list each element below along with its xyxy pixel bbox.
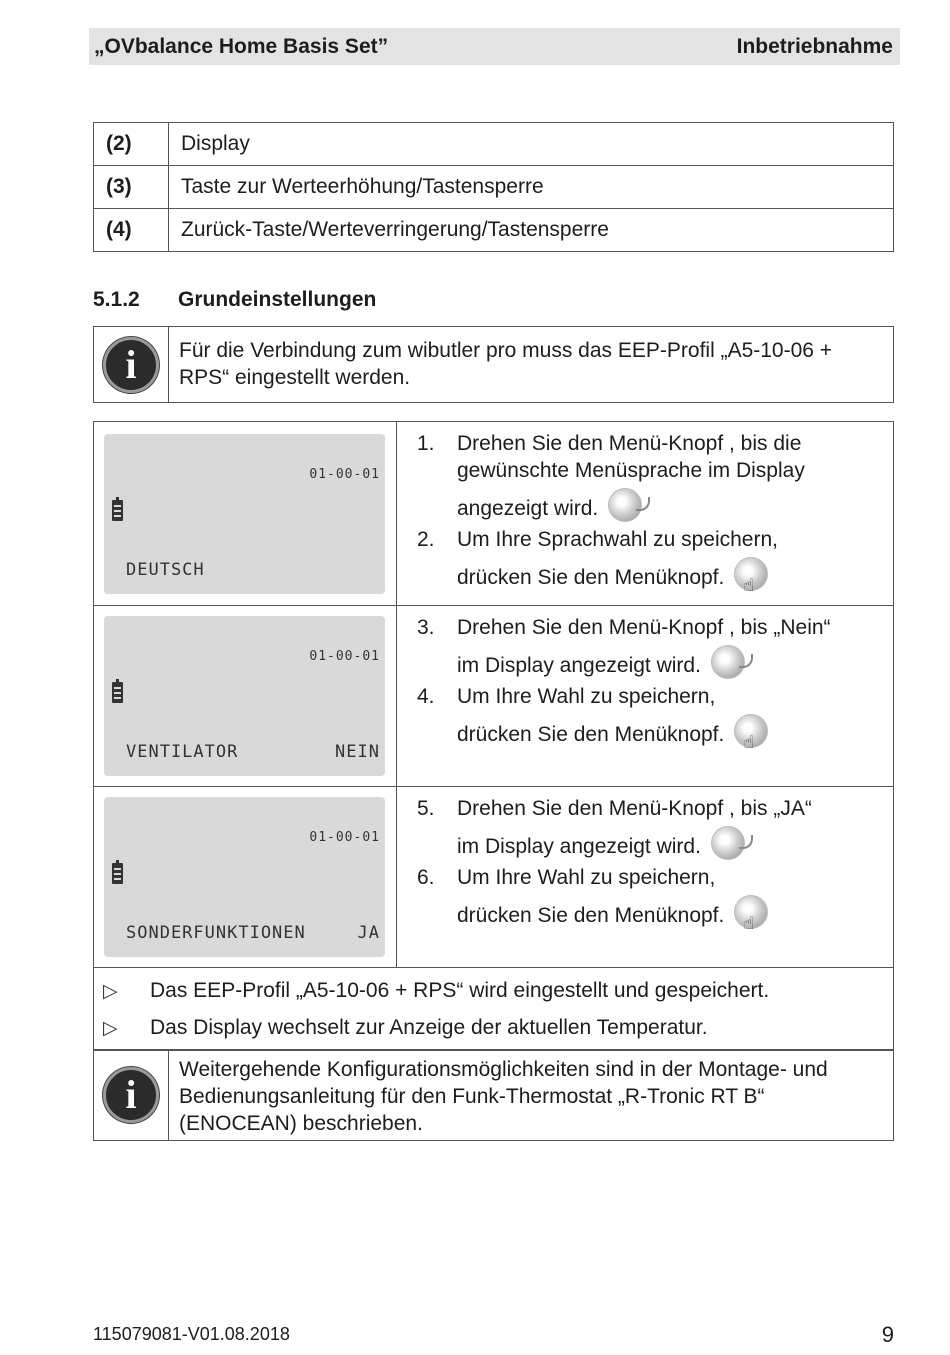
step-item <box>417 614 893 679</box>
info-box <box>93 1049 894 1141</box>
result-item <box>94 1009 893 1046</box>
rotate-knob-icon <box>711 826 745 860</box>
info-icon: i <box>103 337 159 393</box>
steps-table <box>93 421 894 1051</box>
result-arrow-icon: ▷ <box>103 1016 118 1039</box>
step-number: 5. <box>417 797 435 820</box>
legend-number: (4) <box>94 209 169 252</box>
step-text: im Display angezeigt wird. <box>457 835 701 858</box>
step-text: Drehen Sie den Menü-Knopf , bis die gewünschte Menüsprache im Display <box>457 432 805 482</box>
legend-text: Taste zur Werteerhöhung/Tastensperre <box>169 166 894 209</box>
step-text: Um Ihre Wahl zu speichern, <box>457 866 716 889</box>
display-code: 01-00-01 <box>309 830 380 845</box>
table-row <box>94 209 894 252</box>
battery-icon <box>112 500 123 521</box>
result-arrow-icon: ▷ <box>103 979 118 1002</box>
info-text: Weitergehende Konfigurationsmöglichkeiten sind in der Montage- und Bedienungsanleitung für den Funk-Thermostat „R-Tronic RT B“ (ENOCEAN) beschrieben. <box>179 1058 828 1135</box>
step-text: Drehen Sie den Menü-Knopf , bis „Nein“ <box>457 616 831 639</box>
chapter-title: Inbetriebnahme <box>736 34 893 58</box>
step-text: drücken Sie den Menüknopf. <box>457 566 725 589</box>
legend-table <box>93 122 894 252</box>
display-value: JA <box>357 923 380 943</box>
press-knob-icon <box>734 557 768 591</box>
step-item <box>417 683 893 748</box>
step-item <box>417 864 893 929</box>
press-knob-icon <box>734 714 768 748</box>
step-text: Drehen Sie den Menü-Knopf , bis „JA“ <box>457 797 812 820</box>
info-box <box>93 326 894 403</box>
step-item <box>417 526 893 591</box>
display-label: SONDERFUNKTIONEN <box>126 923 306 943</box>
thermostat-display <box>104 797 385 957</box>
legend-number: (3) <box>94 166 169 209</box>
section-title: Grundeinstellungen <box>178 288 377 311</box>
step-text: im Display angezeigt wird. <box>457 654 701 677</box>
result-text: Das Display wechselt zur Anzeige der aktuellen Temperatur. <box>150 1015 708 1039</box>
step-text: angezeigt wird. <box>457 497 599 520</box>
legend-number: (2) <box>94 123 169 166</box>
battery-icon <box>112 682 123 703</box>
step-text: Um Ihre Wahl zu speichern, <box>457 685 716 708</box>
step-number: 3. <box>417 616 435 639</box>
display-label: DEUTSCH <box>126 560 205 580</box>
step-text: drücken Sie den Menüknopf. <box>457 723 725 746</box>
press-knob-icon <box>734 895 768 929</box>
section-heading <box>93 288 376 312</box>
result-item <box>94 972 893 1009</box>
thermostat-display <box>104 434 385 594</box>
rotate-knob-icon <box>608 488 642 522</box>
table-row <box>94 166 894 209</box>
step-row <box>94 787 893 968</box>
info-icon: i <box>103 1067 159 1123</box>
rotate-knob-icon <box>711 645 745 679</box>
result-text: Das EEP-Profil „A5-10-06 + RPS“ wird eingestellt und gespeichert. <box>150 978 770 1002</box>
page-header <box>89 28 900 65</box>
step-text: Um Ihre Sprachwahl zu speichern, <box>457 528 778 551</box>
step-text: drücken Sie den Menüknopf. <box>457 904 725 927</box>
results-list <box>94 968 893 1050</box>
display-code: 01-00-01 <box>309 649 380 664</box>
thermostat-display <box>104 616 385 776</box>
display-value: NEIN <box>335 742 380 762</box>
step-number: 4. <box>417 685 435 708</box>
step-number: 1. <box>417 432 435 455</box>
section-number: 5.1.2 <box>93 288 140 311</box>
table-row <box>94 123 894 166</box>
step-item <box>417 430 893 522</box>
step-number: 6. <box>417 866 435 889</box>
info-text: Für die Verbindung zum wibutler pro muss das EEP-Profil „A5-10-06 + RPS“ eingestellt werden. <box>179 339 833 389</box>
display-label: VENTILATOR <box>126 742 239 762</box>
document-id: 115079081-V01.08.2018 <box>93 1324 290 1344</box>
step-row <box>94 606 893 787</box>
legend-text: Display <box>169 123 894 166</box>
battery-icon <box>112 863 123 884</box>
display-code: 01-00-01 <box>309 467 380 482</box>
legend-text: Zurück-Taste/Werteverringerung/Tastensperre <box>169 209 894 252</box>
page-number: 9 <box>881 1322 894 1347</box>
step-item <box>417 795 893 860</box>
document-title: „OVbalance Home Basis Set” <box>94 34 389 58</box>
step-number: 2. <box>417 528 435 551</box>
step-row <box>94 422 893 606</box>
